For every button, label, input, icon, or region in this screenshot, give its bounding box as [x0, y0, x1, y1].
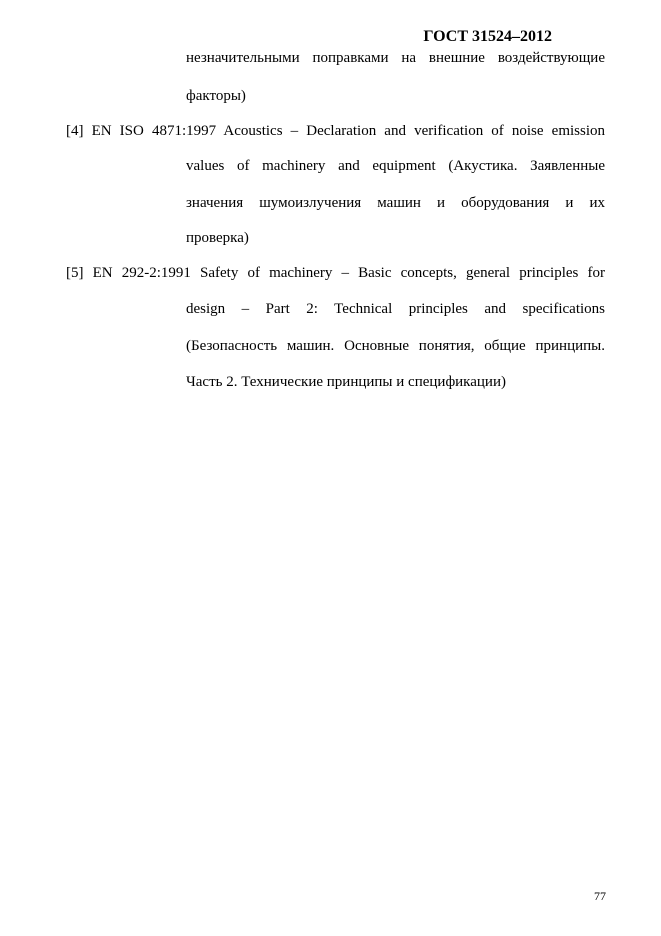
reference-5-line-2: design – Part 2: Technical principles and specifications [186, 301, 605, 317]
reference-4-line-1: [4] EN ISO 4871:1997 Acoustics – Declaration and verification of noise emission [66, 123, 605, 139]
document-header-title: ГОСТ 31524–2012 [423, 28, 552, 45]
reference-5-line-4: Часть 2. Технические принципы и спецификации) [186, 374, 506, 390]
reference-4-line-4: проверка) [186, 230, 249, 246]
reference-5-line-3: (Безопасность машин. Основные понятия, общие принципы. [186, 338, 605, 354]
continuation-line-2: факторы) [186, 88, 246, 104]
page-number: 77 [594, 889, 606, 903]
reference-4-line-3: значения шумоизлучения машин и оборудования и их [186, 195, 605, 211]
continuation-line-1: незначительными поправками на внешние воздействующие [186, 50, 605, 66]
reference-4-line-2: values of machinery and equipment (Акустика. Заявленные [186, 158, 605, 174]
reference-5-line-1: [5] EN 292-2:1991 Safety of machinery – Basic concepts, general principles for [66, 265, 605, 281]
